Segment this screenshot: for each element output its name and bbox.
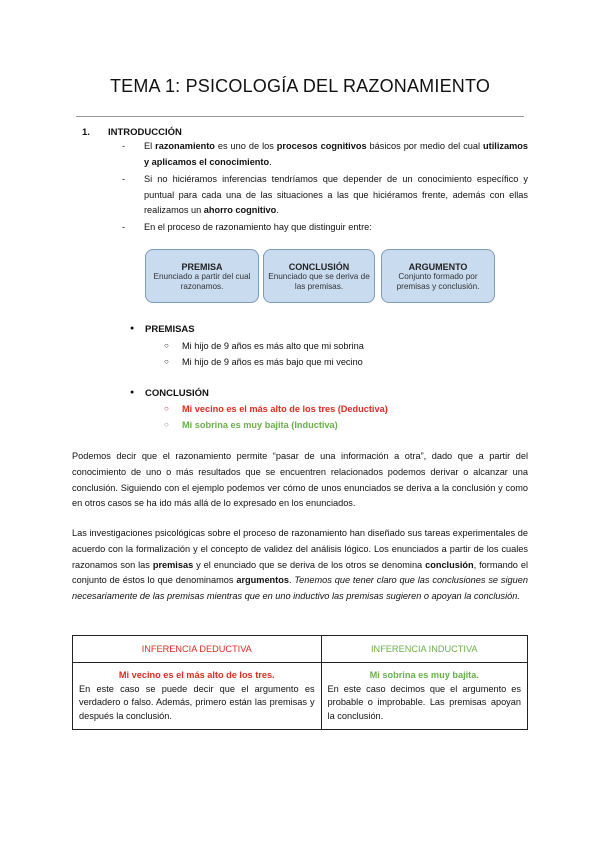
- header-deductive: INFERENCIA DEDUCTIVA: [73, 636, 322, 663]
- bullet-inferences: - Si no hiciéramos inferencias tendríamos que depender de un conocimiento específico y puntual para cada una de las situaciones a las que hiciéramos frente, además con ellas realizamos un ahorro cognitivo.: [122, 174, 528, 215]
- dash-marker: -: [122, 174, 126, 184]
- paragraph-reasoning: Podemos decir que el razonamiento permite “pasar de una información a otra”, dado que a partir del conocimiento de uno o más resultados que se encuentren relacionados podemos derivar o alcanzar una conclusión. Siguiendo con el ejemplo podemos ver cómo de unos enunciados se deriva a la conclusión y como en otros casos se ha ido más allá de lo expresado en los enunciados.: [72, 451, 528, 509]
- title-divider: [76, 116, 524, 117]
- premisa-item: ○ Mi hijo de 9 años es más bajo que mi vecino: [164, 357, 363, 367]
- box-desc: Enunciado que se deriva de las premisas.: [268, 272, 370, 291]
- inference-table: [72, 635, 528, 730]
- paragraph-investigations: Las investigaciones psicológicas sobre el proceso de razonamiento han diseñado sus tareas experimentales de acuerdo con la formalización y el concepto de validez del análisis lógico. Los enunciados a partir de los cuales razonamos son las premisas y el enunciado que se deriva de los otros se denomina conclusión, formando el conjunto de éstos lo que denominamos argumentos. Tenemos que tener claro que las conclusiones se siguen necesariamente de las premisas mientras que en uno inductivo las premisas sugieren o apoyan la conclusión.: [72, 528, 529, 602]
- argumento-box: [381, 249, 495, 303]
- conclusion-item-inductive: ○ Mi sobrina es muy bajita (Inductiva): [164, 420, 338, 430]
- dash-marker: -: [122, 141, 126, 151]
- dash-marker: -: [122, 222, 126, 232]
- cell-body: En este caso se puede decir que el argumento es verdadero o falso. Además, primero están las premisas y después la conclusión.: [79, 683, 315, 721]
- italic-note: Tenemos que tener claro que las conclusiones se siguen necesariamente de las premisas mientras que en uno inductivo las premisas sugieren o apoyan la conclusión.: [72, 575, 528, 602]
- bullet-distinguish: - En el proceso de razonamiento hay que distinguir entre:: [122, 220, 528, 236]
- cell-heading: Mi sobrina es muy bajita.: [369, 670, 479, 680]
- box-title: CONCLUSIÓN: [288, 262, 350, 272]
- section-number: 1.: [82, 127, 90, 138]
- cell-heading: Mi vecino es el más alto de los tres.: [118, 670, 275, 680]
- section-label: INTRODUCCIÓN: [108, 127, 182, 138]
- box-desc: Conjunto formado por premisas y conclusión.: [396, 272, 480, 291]
- box-desc: Enunciado a partir del cual razonamos.: [153, 272, 251, 291]
- conclusion-heading: ● CONCLUSIÓN: [130, 388, 209, 399]
- premisa-box: [145, 249, 259, 303]
- header-inductive: INFERENCIA INDUCTIVA: [321, 636, 527, 663]
- box-title: ARGUMENTO: [408, 262, 468, 272]
- cell-deductive: [73, 663, 322, 730]
- page-title: TEMA 1: PSICOLOGÍA DEL RAZONAMIENTO: [109, 76, 491, 96]
- cell-inductive: [321, 663, 527, 730]
- conclusion-box: [263, 249, 375, 303]
- cell-body: En este caso decimos que el argumento es probable o improbable. Las premisas apoyan la conclusión.: [327, 683, 521, 721]
- premisas-heading: ● PREMISAS: [130, 324, 195, 335]
- section-heading: [82, 127, 182, 138]
- bullet-reasoning: - El razonamiento es uno de los procesos cognitivos básicos por medio del cual utilizamos y aplicamos el conocimiento.: [122, 141, 528, 167]
- box-title: PREMISA: [181, 262, 223, 272]
- concept-boxes: [145, 249, 497, 303]
- premisa-item: ○ Mi hijo de 9 años es más alto que mi sobrina: [164, 341, 364, 351]
- conclusion-item-deductive: ○ Mi vecino es el más alto de los tres (Deductiva): [164, 404, 388, 414]
